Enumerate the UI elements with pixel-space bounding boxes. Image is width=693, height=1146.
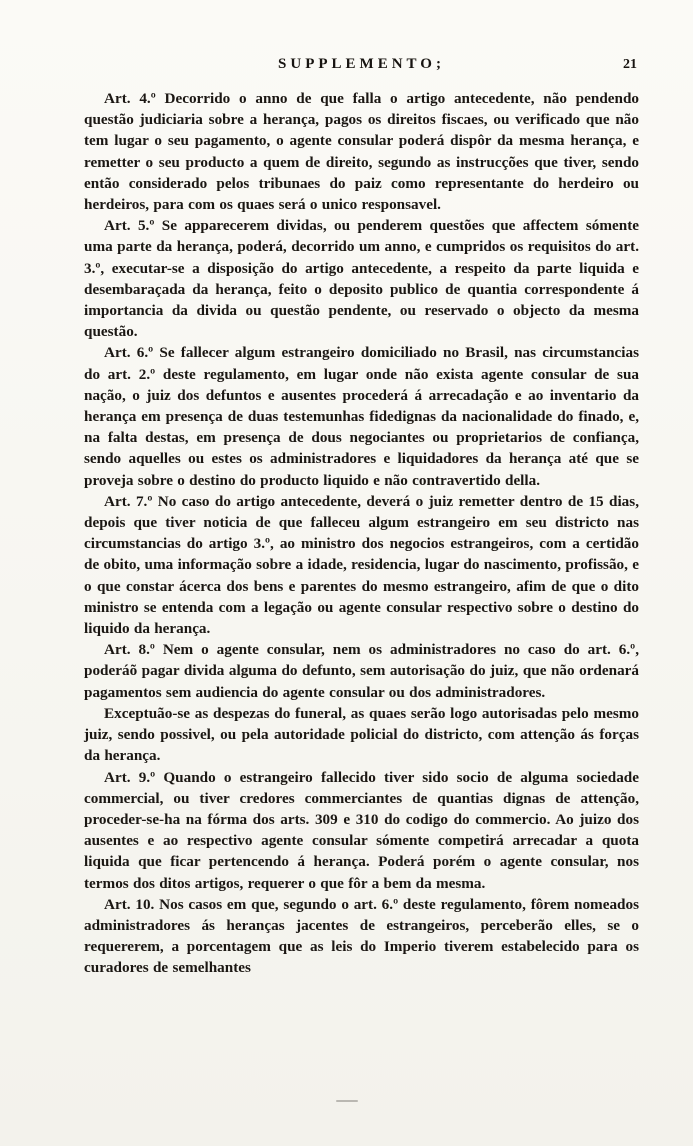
paragraph-exception: Exceptuão-se as despezas do funeral, as quaes serão logo autorisadas pelo mesmo juiz, sendo possivel, ou pela autoridade policial do districto, com attenção ás forças da herança. — [84, 704, 639, 765]
document-body — [84, 88, 639, 979]
page-number: 21 — [623, 57, 637, 72]
paragraph-art-8: Art. 8.º Nem o agente consular, nem os administradores no caso do art. 6.º, poderáõ pagar divida alguma do defunto, sem autorisação do juiz, que não ordenará pagamentos sem audiencia do agente consular ou dos administradores. — [84, 641, 639, 701]
paragraph-art-5: Art. 5.º Se apparecerem dividas, ou penderem questões que affectem sómente uma parte da herança, poderá, decorrido um anno, e cumpridos os requisitos do art. 3.º, executar-se a disposição do artigo antecedente, a respeito da parte liquida e desembaraçada da herança, feito o deposito publico de quantia correspondente á importancia da divida ou questão pendente, ou reservado o objecto da mesma questão. — [84, 217, 639, 341]
paragraph-art-6: Art. 6.º Se fallecer algum estrangeiro domiciliado no Brasil, nas circumstancias do art. 2.º deste regulamento, em lugar onde não exista agente consular de sua nação, o juiz dos defuntos e ausentes procederá á arrecadação e ao inventario da herança em presença de duas testemunhas fidedignas da nacionalidade do finado, e, na falta destas, em presença de dous negociantes ou proprietarios de confiança, sendo aquelles ou estes os administradores e liquidadores da herança até que se proveja sobre o destino do producto liquido e não contravertido della. — [84, 344, 639, 489]
paragraph-art-9: Art. 9.º Quando o estrangeiro fallecido tiver sido socio de alguma sociedade commercial, ou tiver credores commerciantes de quantias dignas de attenção, proceder-se-ha na fórma dos arts. 309 e 310 do codigo do commercio. Ao juizo dos ausentes e ao respectivo agente consular sómente competirá arrecadar a quota liquida que ficar pertencendo á herança. Poderá porém o agente consular, nos termos dos ditos artigos, requerer o que fôr a bem da mesma. — [84, 768, 639, 892]
running-title: SUPPLEMENTO; — [278, 56, 445, 72]
page-header — [84, 56, 639, 80]
paragraph-art-4: Art. 4.º Decorrido o anno de que falla o artigo antecedente, não pendendo questão judiciaria sobre a herança, pagos os direitos fiscaes, ou verificado que não tem lugar o seu pagamento, o agente consular poderá dispôr da mesma herança, e remetter o seu producto a quem de direito, segundo as instrucções que tiver, sendo então considerado pelos tribunaes do paiz como representante do herdeiro ou herdeiros, para com os quaes será o unico responsavel. — [84, 90, 639, 214]
paragraph-art-10: Art. 10. Nos casos em que, segundo o art. 6.º deste regulamento, fôrem nomeados administradores ás heranças jacentes de estrangeiros, perceberão elles, se o requererem, a porcentagem que as leis do Imperio tiverem estabelecido para os curadores de semelhantes — [84, 895, 639, 977]
scan-artifact-mark — [336, 1100, 358, 1102]
paragraph-art-7: Art. 7.º No caso do artigo antecedente, deverá o juiz remetter dentro de 15 dias, depois que tiver noticia de que falleceu algum estrangeiro em seu districto nas circumstancias do artigo 3.º, ao ministro dos negocios estrangeiros, com a certidão de obito, uma informação sobre a idade, residencia, lugar do nascimento, profissão, e o que constar ácerca dos bens e parentes do mesmo estrangeiro, afim de que o dito ministro se entenda com a legação ou agente consular respectivo sobre o destino do liquido da herança. — [84, 492, 639, 638]
